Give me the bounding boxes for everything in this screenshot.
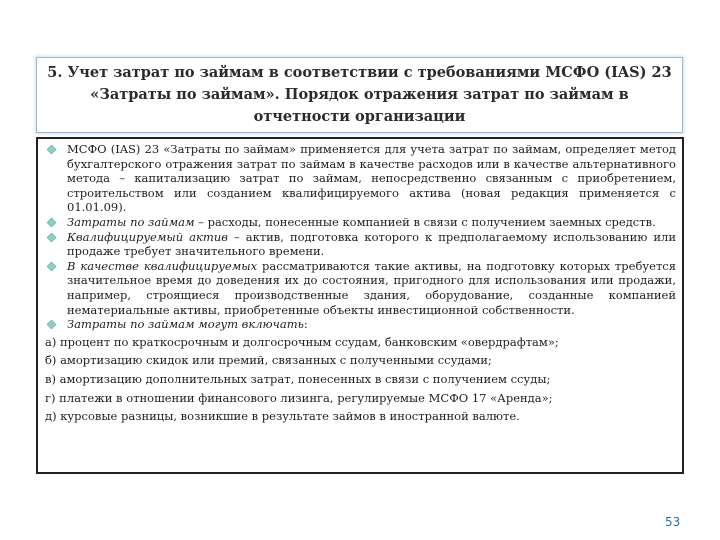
list-item-a: а) процент по краткосрочным и долгосрочным ссудам, банковским «овердрафтам»; <box>45 334 559 349</box>
bullet-costs-may-include <box>45 317 676 332</box>
list-item-g: г) платежи в отношении финансового лизинга, регулируемые МСФО 17 «Аренда»; <box>45 390 553 405</box>
list-item-v: в) амортизацию дополнительных затрат, понесенных в связи с получением ссуды; <box>45 371 551 386</box>
teal-diamond-icon <box>47 320 56 329</box>
page-number: 53 <box>665 515 681 529</box>
slide-title: 5. Учет затрат по займам в соответствии с требованиями МСФО (IAS) 23 «Затраты по займам». Порядок отражения затрат по займам в отчетности организации <box>47 64 672 125</box>
bullet-ias23-intro <box>45 142 676 215</box>
list-item-d: д) курсовые разницы, возникшие в результате займов в иностранной валюте. <box>45 409 520 424</box>
teal-diamond-icon <box>47 145 56 154</box>
bullet-text: – актив, подготовка которого к предполагаемому использованию или продаже требует значительного времени. <box>67 229 676 259</box>
bullet-text: : <box>303 317 308 332</box>
bullet-term: Квалифицируемый актив <box>67 229 228 244</box>
list-item-b: б) амортизацию скидок или премий, связанных с полученными ссудами; <box>45 353 492 368</box>
bullet-text: МСФО (IAS) 23 «Затраты по займам» применяется для учета затрат по займам, определяет метод бухгалтерского отражения затрат по займам в качестве расходов или в качестве альтернативного метода – капитализацию затрат по займам, непосредственно связанным с приобретением, строительством или созданием квалифицируемого актива (новая редакция применяется с 01.01.09). <box>67 142 676 215</box>
teal-diamond-icon <box>47 233 56 242</box>
teal-diamond-icon <box>47 262 56 271</box>
bullet-term: В качестве квалифицируемых <box>67 258 258 273</box>
bullet-text: рассматриваются такие активы, на подготовку которых требуется значительное время до доведения их до состояния, пригодного для использования или продажи, например, строящиеся производственные здания, оборудование, созданные компанией нематериальные активы, приобретенные объекты инвестиционной собственности. <box>67 258 676 317</box>
slide-title-box <box>36 57 683 133</box>
bullet-term: Затраты по займам <box>67 214 195 229</box>
bullet-qualifying-asset <box>45 230 676 259</box>
bullet-borrowing-costs <box>45 215 676 230</box>
teal-diamond-icon <box>47 218 56 227</box>
bullet-term: Затраты по займам могут включать <box>67 317 304 332</box>
bullet-qualifying-examples <box>45 259 676 317</box>
slide-content <box>36 137 684 474</box>
bullet-text: – расходы, понесенные компанией в связи с получением заемных средств. <box>194 214 656 229</box>
